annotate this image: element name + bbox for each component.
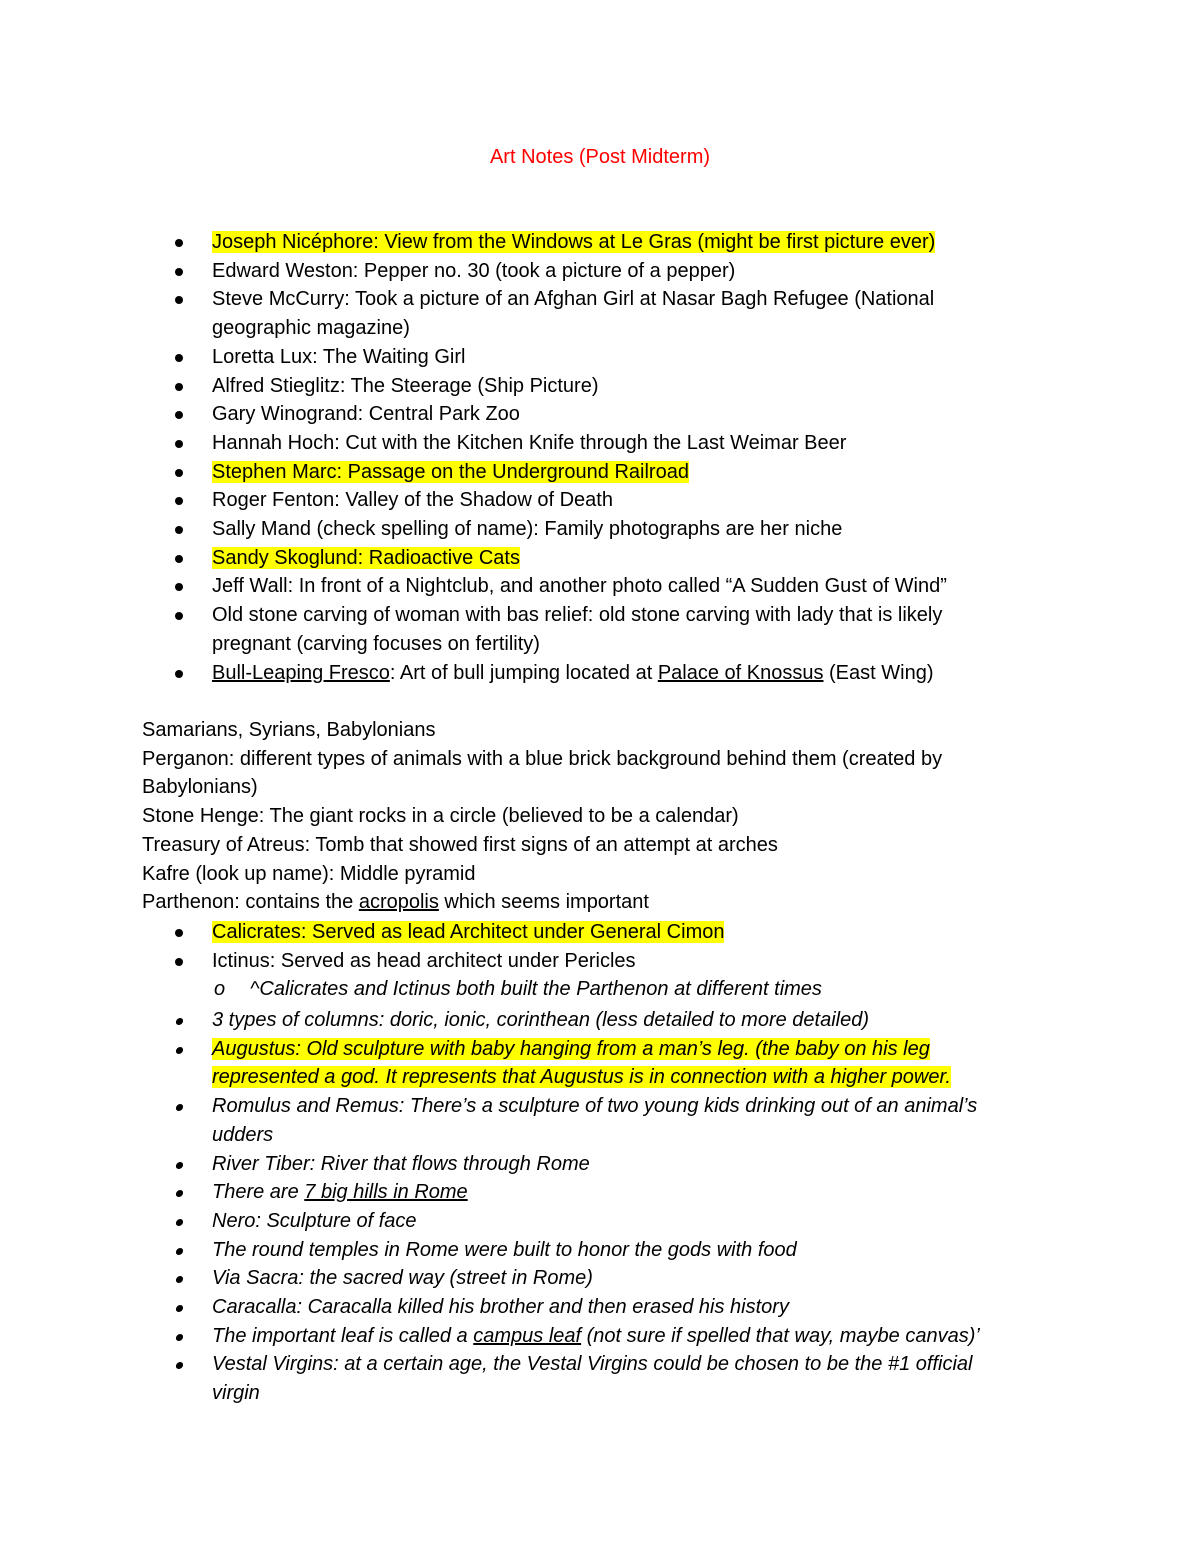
list-item	[0, 1322, 1052, 1351]
palace-of-knossus-label: Palace of Knossus	[657, 661, 824, 684]
bullet-icon	[175, 1018, 183, 1025]
list-item-text: Augustus: Old sculpture with baby hanging from a man’s leg. (the baby on his leg	[212, 1037, 930, 1060]
list-item-text: Sally Mand (check spelling of name): Family photographs are her niche	[212, 518, 843, 541]
bull-leaping-fresco-label: Bull-Leaping Fresco	[212, 661, 390, 684]
list-item	[0, 659, 1052, 688]
list-item	[0, 429, 1052, 458]
bullet-icon	[175, 1219, 183, 1226]
bullet-icon	[175, 354, 183, 362]
list-item	[0, 1006, 1052, 1035]
list-item-text-continued: represented a god. It represents that Augustus is in connection with a higher power.	[212, 1066, 951, 1089]
seven-hills-label: 7 big hills in Rome	[304, 1181, 468, 1204]
parthenon-text: which seems important	[438, 891, 649, 914]
list-item	[0, 544, 1052, 573]
bullet-icon	[175, 239, 183, 247]
list-item-text: Edward Weston: Pepper no. 30 (took a picture of a pepper)	[212, 259, 736, 282]
acropolis-label: acropolis	[358, 891, 439, 914]
list-item-text: Romulus and Remus: There’s a sculpture of two young kids drinking out of an animal’s	[212, 1095, 978, 1118]
bullet-icon	[175, 1334, 183, 1341]
list-item-text: The important leaf is called a	[212, 1324, 474, 1347]
architects-list	[0, 918, 1052, 1004]
list-item-text: Nero: Sculpture of face	[212, 1209, 417, 1232]
bullet-icon	[175, 526, 183, 534]
list-item-text: The round temples in Rome were built to honor the gods with food	[212, 1238, 797, 1261]
sub-list-item	[0, 975, 1052, 1004]
list-item	[0, 1350, 1052, 1407]
bullet-icon	[175, 1104, 183, 1111]
list-item	[0, 1035, 1052, 1092]
bullet-icon	[175, 958, 183, 966]
note-line: Kafre (look up name): Middle pyramid	[142, 862, 476, 885]
bullet-icon	[175, 411, 183, 419]
rome-notes-list	[0, 1006, 1052, 1408]
bullet-icon	[175, 929, 183, 937]
page-title: Art Notes (Post Midterm)	[489, 146, 711, 168]
bullet-icon	[175, 469, 183, 477]
list-item-text: Sandy Skoglund: Radioactive Cats	[212, 546, 520, 569]
note-line: Perganon: different types of animals with a blue brick background behind them (created by	[142, 747, 943, 770]
list-item-text: River Tiber: River that flows through Rome	[212, 1152, 590, 1175]
note-line: Samarians, Syrians, Babylonians	[142, 719, 436, 741]
list-item-text: Roger Fenton: Valley of the Shadow of Death	[212, 489, 613, 512]
note-line: Stone Henge: The giant rocks in a circle (believed to be a calendar)	[142, 805, 739, 828]
list-item	[0, 572, 1052, 601]
list-item-text-continued: pregnant (carving focuses on fertility)	[212, 632, 540, 655]
bullet-icon	[175, 383, 183, 391]
list-item	[0, 458, 1052, 487]
campus-leaf-label: campus leaf	[473, 1324, 582, 1347]
bullet-icon	[175, 1190, 183, 1197]
bullet-icon	[175, 296, 183, 304]
bullet-icon	[175, 1362, 183, 1369]
list-item	[0, 515, 1052, 544]
bullet-icon	[175, 497, 183, 505]
bullet-icon	[175, 555, 183, 563]
note-line: Treasury of Atreus: Tomb that showed first signs of an attempt at arches	[142, 833, 778, 856]
list-item-text-continued: geographic magazine)	[212, 317, 410, 340]
list-item-text-continued: virgin	[212, 1382, 260, 1405]
list-item	[0, 918, 1052, 947]
bullet-icon	[175, 1162, 183, 1169]
list-item-text: Steve McCurry: Took a picture of an Afghan Girl at Nasar Bagh Refugee (National	[212, 288, 935, 311]
list-item-text: Old stone carving of woman with bas relief: old stone carving with lady that is likely	[212, 604, 943, 627]
list-item-text: 3 types of columns: doric, ionic, corinthean (less detailed to more detailed)	[212, 1009, 870, 1031]
list-item	[0, 285, 1052, 342]
parthenon-text: Parthenon: contains the	[142, 891, 359, 914]
list-item	[0, 1207, 1052, 1236]
list-item-text: (not sure if spelled that way, maybe canvas)’	[581, 1324, 980, 1347]
list-item-text: There are	[212, 1181, 305, 1204]
list-item-text: Joseph Nicéphore: View from the Windows at Le Gras (might be first picture ever)	[212, 231, 936, 253]
list-item-text: : Art of bull jumping located at	[389, 661, 658, 684]
list-item	[0, 1236, 1052, 1265]
list-item	[0, 1178, 1052, 1207]
list-item	[0, 1150, 1052, 1179]
list-item-text: Alfred Stieglitz: The Steerage (Ship Picture)	[212, 374, 599, 397]
list-item-text: Stephen Marc: Passage on the Underground Railroad	[212, 460, 689, 483]
list-item	[0, 372, 1052, 401]
list-item-text: Hannah Hoch: Cut with the Kitchen Knife through the Last Weimar Beer	[212, 431, 847, 454]
civilizations-notes	[142, 716, 1042, 917]
list-item-text: Caracalla: Caracalla killed his brother and then erased his history	[212, 1296, 789, 1319]
list-item-text: Via Sacra: the sacred way (street in Rome)	[212, 1267, 593, 1290]
bullet-icon	[175, 1305, 183, 1312]
list-item	[0, 228, 1052, 257]
list-item	[0, 1264, 1052, 1293]
sub-bullet-icon: o	[214, 978, 226, 1001]
list-item	[0, 257, 1052, 286]
list-item	[0, 601, 1052, 658]
photographers-list	[0, 228, 1052, 687]
list-item	[0, 1293, 1052, 1322]
list-item-text: Calicrates: Served as lead Architect under General Cimon	[212, 921, 725, 943]
note-line	[142, 888, 1042, 917]
list-item	[0, 486, 1052, 515]
bullet-icon	[175, 1248, 183, 1255]
list-item	[0, 947, 1052, 976]
bullet-icon	[175, 268, 183, 276]
sub-list-item-text: ^Calicrates and Ictinus both built the Parthenon at different times	[250, 978, 822, 1001]
list-item-text-continued: udders	[212, 1123, 274, 1146]
list-item-text: Vestal Virgins: at a certain age, the Vestal Virgins could be chosen to be the #1 official	[212, 1353, 973, 1376]
bullet-icon	[175, 440, 183, 448]
bullet-icon	[175, 583, 183, 591]
note-line: Babylonians)	[142, 776, 258, 799]
list-item-text: Ictinus: Served as head architect under Pericles	[212, 949, 636, 972]
list-item-text: (East Wing)	[823, 661, 934, 684]
bullet-icon	[175, 1276, 183, 1283]
list-item-text: Jeff Wall: In front of a Nightclub, and another photo called “A Sudden Gust of Wind”	[212, 575, 947, 598]
bullet-icon	[175, 1047, 183, 1054]
list-item-text: Loretta Lux: The Waiting Girl	[212, 345, 466, 368]
list-item-text: Gary Winogrand: Central Park Zoo	[212, 403, 520, 426]
list-item	[0, 1092, 1052, 1149]
bullet-icon	[175, 612, 183, 620]
list-item	[0, 343, 1052, 372]
list-item	[0, 400, 1052, 429]
bullet-icon	[175, 670, 183, 678]
